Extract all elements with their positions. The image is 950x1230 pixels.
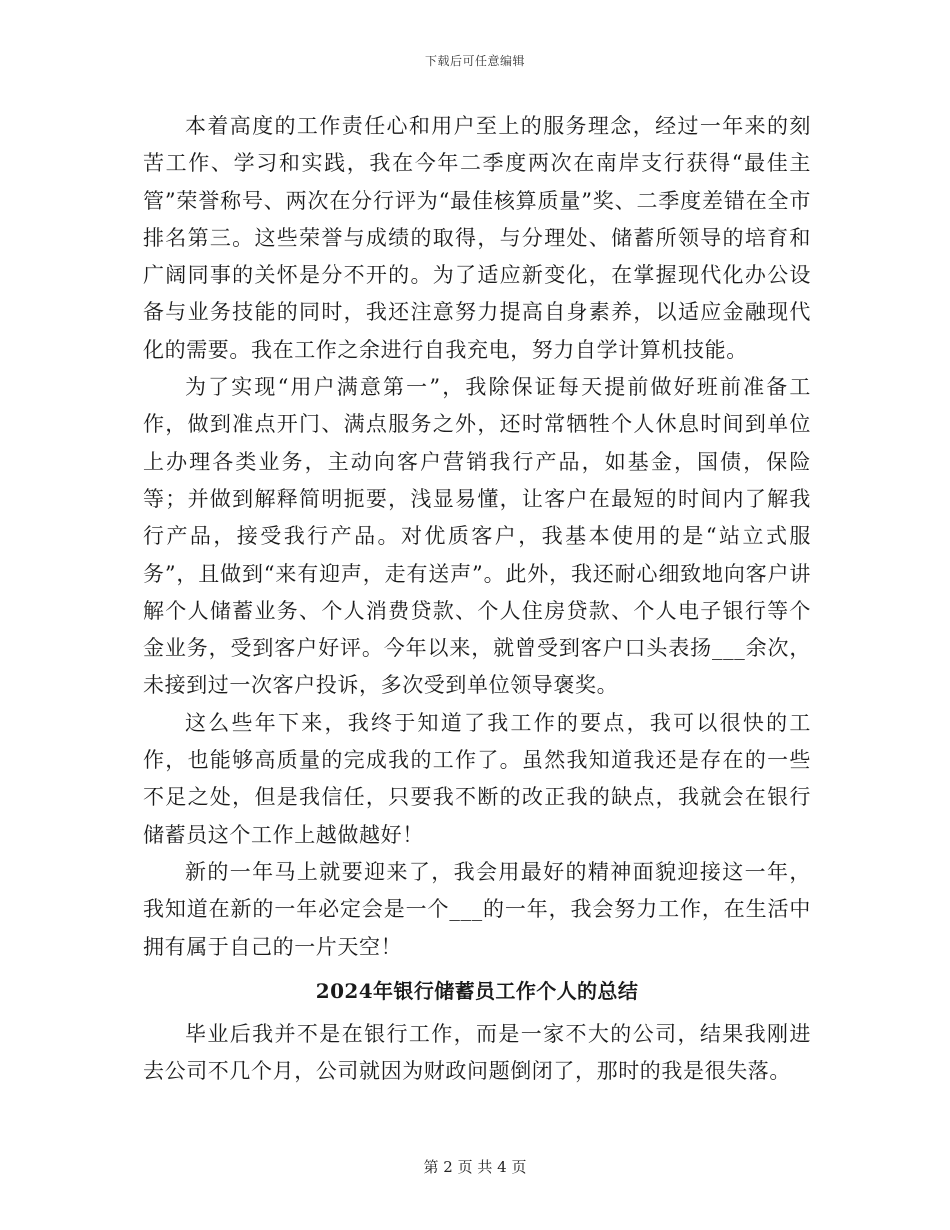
paragraph-reflection: 这么些年下来，我终于知道了我工作的要点，我可以很快的工作，也能够高质量的完成我的工作了。虽然我知道我还是存在的一些不足之处，但是我信任，只要我不断的改正我的缺点，我就会在银行储蓄员这个工作上越做越好！ bbox=[143, 710, 811, 847]
paragraph-awards: 本着高度的工作责任心和用户至上的服务理念，经过一年来的刻苦工作、学习和实践，我在今年二季度两次在南岸支行获得“最佳主管”荣誉称号、两次在分行评为“最佳核算质量”奖、二季度差错在全市排名第三。这些荣誉与成绩的取得，与分理处、储蓄所领导的培育和广阔同事的关怀是分不开的。为了适应新变化，在掌握现代化办公设备与业务技能的同时，我还注意努力提高自身素养，以适应金融现代化的需要。我在工作之余进行自我充电，努力自学计算机技能。 bbox=[143, 114, 811, 362]
paragraph-new-year: 新的一年马上就要迎来了，我会用最好的精神面貌迎接这一年，我知道在新的一年必定会是一个___的一年，我会努力工作，在生活中拥有属于自己的一片天空！ bbox=[143, 859, 811, 959]
document-body bbox=[143, 108, 811, 1090]
section-title: 2024年银行储蓄员工作个人的总结 bbox=[315, 978, 639, 1003]
page-number: 第 2 页 共 4 页 bbox=[423, 1158, 527, 1176]
paragraph-customer-service: 为了实现“用户满意第一”，我除保证每天提前做好班前准备工作，做到准点开门、满点服务之外，还时常牺牲个人休息时间到单位上办理各类业务，主动向客户营销我行产品，如基金，国债，保险等；并做到解释简明扼要，浅显易懂，让客户在最短的时间内了解我行产品，接受我行产品。对优质客户，我基本使用的是“站立式服务”，且做到“来有迎声，走有送声”。此外，我还耐心细致地向客户讲解个人储蓄业务、个人消费贷款、个人住房贷款、个人电子银行等个金业务，受到客户好评。今年以来，就曾受到客户口头表扬___余次，未接到过一次客户投诉，多次受到单位领导褒奖。 bbox=[143, 375, 811, 698]
paragraph-after-graduation: 毕业后我并不是在银行工作，而是一家不大的公司，结果我刚进去公司不几个月，公司就因为财政问题倒闭了，那时的我是很失落。 bbox=[143, 1021, 811, 1084]
page-header-note: 下载后可任意编辑 bbox=[424, 54, 525, 68]
